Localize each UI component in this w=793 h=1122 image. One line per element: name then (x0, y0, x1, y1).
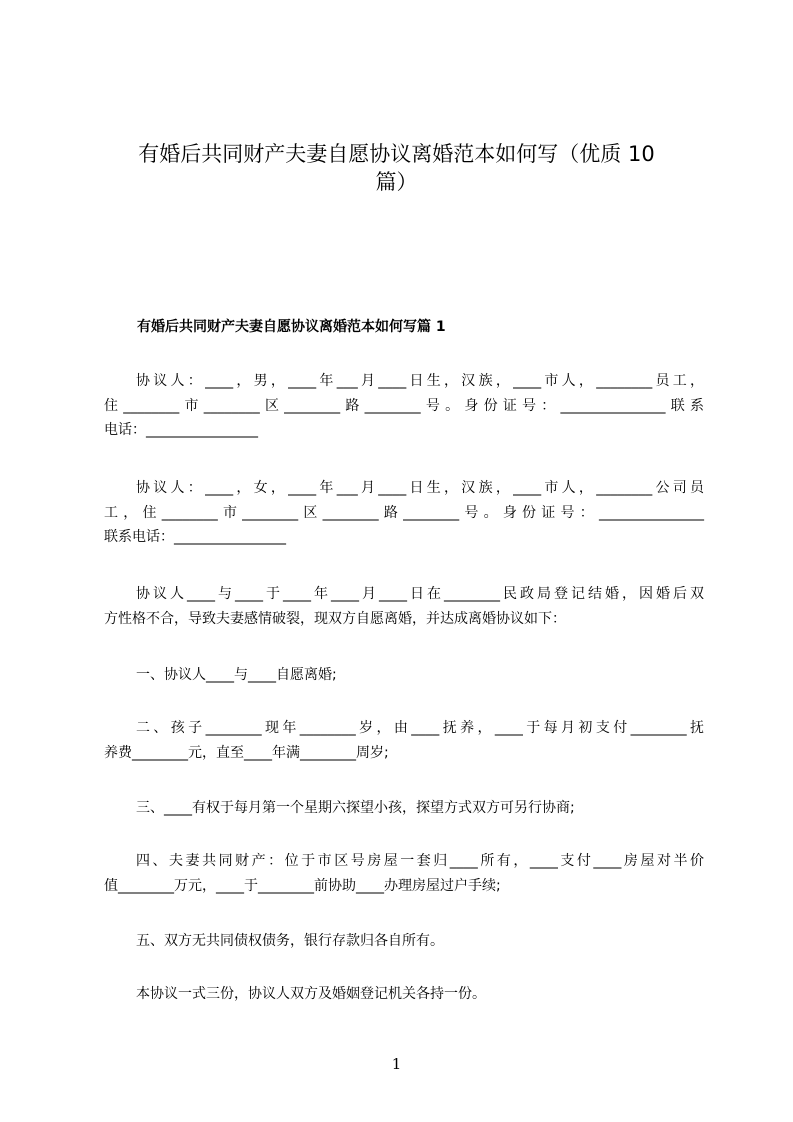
paragraph-line: 本协议一式三份，协议人双方及婚姻登记机关各持一份。 (136, 986, 486, 1002)
paragraph-line: 工，住________市________区________路________号。身份证号：_______________ (104, 504, 704, 521)
clause-2-paragraph (104, 716, 704, 765)
section-heading: 有婚后共同财产夫妻自愿协议离婚范本如何写篇 1 (137, 319, 446, 335)
paragraph-line: 协议人____与____于____年____月____日在________民政局登记结婚，因婚后双 (136, 586, 704, 602)
paragraph-line: 住________市________区________路________号。身份证号：_______________联系 (104, 397, 704, 414)
paragraph-line: 方性格不合，导致夫妻感情破裂，现双方自愿离婚，并达成离婚协议如下： (104, 610, 566, 627)
paragraph-line: 协议人：____，男，____年___月____日生，汉族，____市人，________员工， (136, 373, 704, 389)
party-male-paragraph (104, 369, 704, 443)
clause-4-paragraph (104, 849, 704, 898)
paragraph-line: 电话：________________ (104, 422, 258, 438)
paragraph-line: 值________万元，____于________前协助____办理房屋过户手续; (104, 877, 501, 894)
paragraph-line: 一、协议人____与____自愿离婚; (136, 667, 337, 683)
clause-3-paragraph (104, 796, 704, 821)
document-title-line-2: 篇） (375, 170, 418, 194)
party-female-paragraph (104, 476, 704, 550)
document-title (100, 140, 693, 196)
paragraph-line: 联系电话：________________ (104, 529, 286, 545)
paragraph-line: 四、夫妻共同财产：位于市区号房屋一套归____所有，____支付____房屋对半价 (136, 853, 704, 869)
clause-1-paragraph (104, 663, 704, 688)
paragraph-line: 三、____有权于每月第一个星期六探望小孩，探望方式双方可另行协商; (136, 800, 575, 816)
page-number: 1 (391, 1055, 402, 1073)
clause-5-paragraph (104, 929, 704, 954)
marriage-statement-paragraph (104, 582, 704, 631)
paragraph-line: 养费________元，直至____年满________周岁; (104, 744, 389, 761)
paragraph-line: 五、双方无共同债权债务，银行存款归各自所有。 (136, 933, 444, 949)
paragraph-line: 二、孩子________现年________岁，由____抚养，____于每月初支付________抚 (136, 720, 704, 736)
closing-paragraph (104, 982, 704, 1007)
document-title-line-1: 有婚后共同财产夫妻自愿协议离婚范本如何写（优质 10 (138, 142, 655, 166)
paragraph-line: 协议人：____，女，____年___月____日生，汉族，____市人，________公司员 (136, 480, 704, 496)
